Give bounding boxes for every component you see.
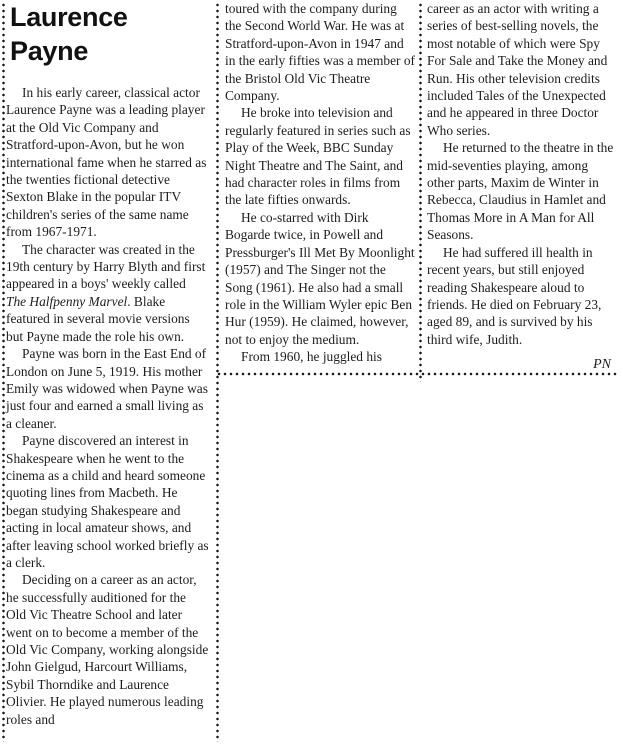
column-3: [427, 0, 617, 374]
left-dotted-rule: [2, 2, 5, 742]
paragraph: career as an actor with writing a series of best-selling novels, the most notable of which were Spy For Sale and Take the Money and Run. His other television credits included Tales of the Unexpected and he appeared in three Doctor Who series.: [427, 1, 608, 138]
paragraph: The character was created in the 19th century by Harry Blyth and first appeared in a boys' weekly called The Halfpenny Marvel. Blake featured in several movie versions but Payne made the role his own.: [6, 241, 206, 344]
paragraph: He co-starred with Dirk Bogarde twice, in Powell and Pressburger's Ill Met By Moonlight (1957) and The Singer not the Song (1961). He also had a small role in the William Wyler epic Ben Hur (1959). He claimed, however, not to enjoy the medium.: [225, 209, 415, 347]
paragraph: In his early career, classical actor Laurence Payne was a leading player at the Old Vic Company and Stratford-upon-Avon, but he won international fame when he starred as the twenties fictional detective Sexton Blake in the popular ITV children's series of the same name from 1967-1971.: [6, 85, 207, 240]
paragraph: Payne discovered an interest in Shakespeare when he went to the cinema as a child and heard someone quoting lines from Macbeth. He began studying Shakespeare and acting in local amateur shows, and after leaving school worked briefly as a clerk.: [6, 433, 209, 570]
paragraph: Payne was born in the East End of London on June 5, 1919. His mother Emily was widowed when Payne was just four and earned a small living as a cleaner.: [6, 346, 208, 431]
paragraph: toured with the company during the Second World War. He was at Stratford-upon-Avon in 1947 and in the early fifties was a member of the Bristol Old Vic Theatre Company.: [225, 1, 415, 104]
paragraph: He had suffered ill health in recent years, but still enjoyed reading Shakespeare aloud to friends. He died on February 23, aged 89, and is survived by his third wife, Judith.: [427, 244, 602, 347]
paragraph: From 1960, he juggled his: [241, 349, 382, 365]
column-divider-2: [419, 2, 422, 382]
paragraph: He broke into television and regularly featured in series such as Play of the Week, BBC Sunday Night Theatre and The Saint, and had character roles in films from the late fifties onwards.: [225, 105, 411, 208]
article-title: Laurence Payne: [10, 2, 128, 66]
publication-title: The Halfpenny Marvel: [6, 293, 128, 309]
column-1: [6, 0, 209, 728]
paragraph: Deciding on a career as an actor, he successfully auditioned for the Old Vic Theatre School and later went on to become a member of the Old Vic Company, working alongside John Gielgud, Harcourt Williams, Sybil Thorndike and Laurence Olivier. He played numerous leading roles and: [6, 572, 209, 727]
paragraph: He returned to the theatre in the mid-seventies playing, among other parts, Maxim de Winter in Rebecca, Claudius in Hamlet and Thomas More in A Man for All Seasons.: [427, 140, 614, 243]
author-initials: PN: [593, 357, 611, 373]
column-2: [225, 0, 415, 366]
